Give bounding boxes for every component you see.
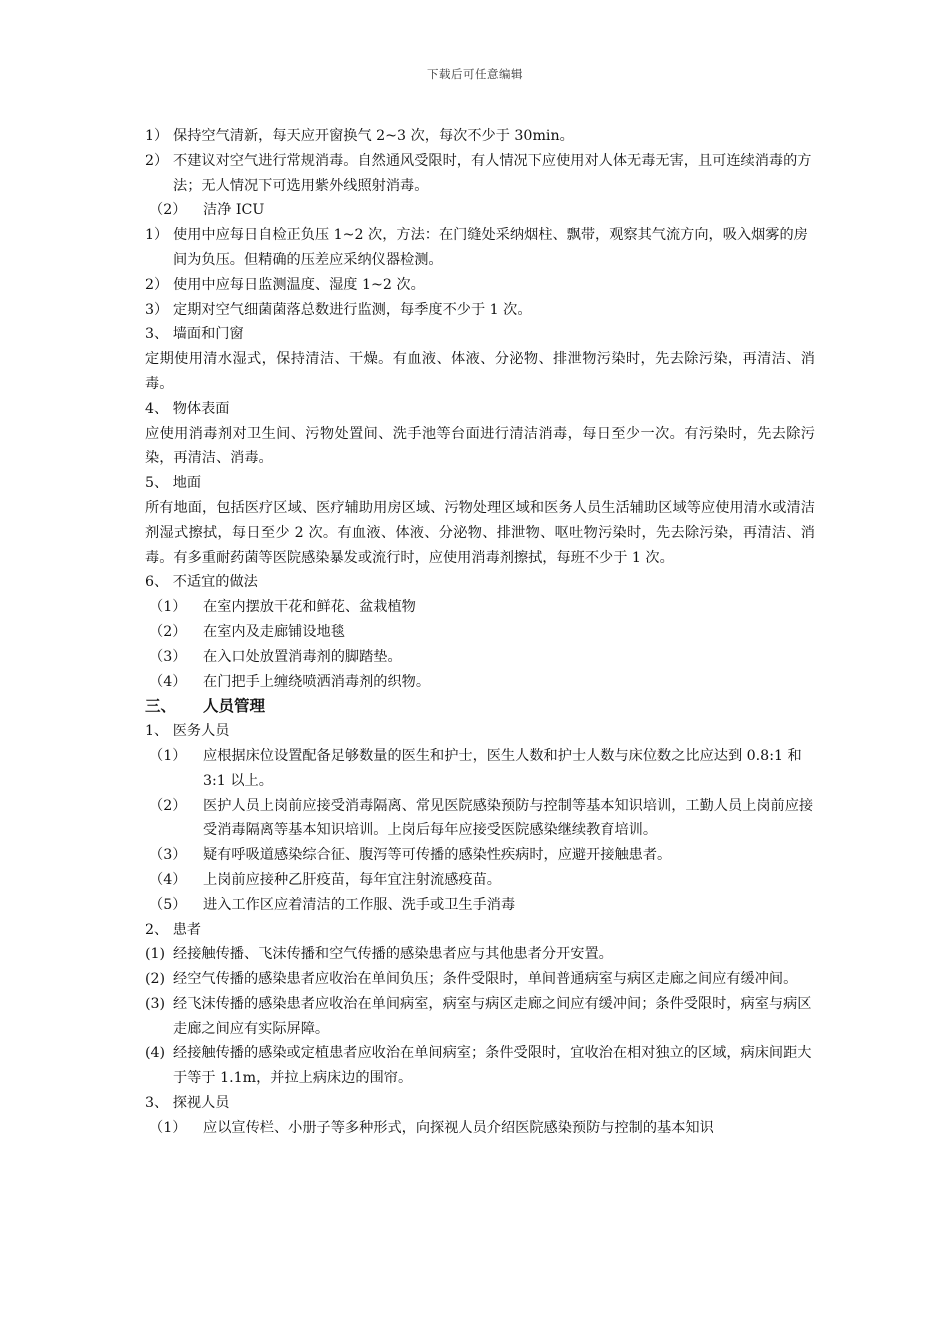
item-text: 经飞沫传播的感染患者应收治在单间病室，病室与病区走廊之间应有缓冲间；条件受限时，病室与病区走廊之间应有实际屏障。 bbox=[173, 995, 812, 1037]
page-header: 下载后可任意编辑 bbox=[427, 67, 523, 81]
item-text: 上岗前应接种乙肝疫苗，每年宜注射流感疫苗。 bbox=[203, 871, 501, 888]
list-item bbox=[145, 298, 815, 323]
item-number: (2) bbox=[145, 971, 166, 988]
item-number: 2） bbox=[145, 276, 169, 293]
item-text: 医护人员上岗前应接受消毒隔离、常见医院感染预防与控制等基本知识培训，工勤人员上岗前应接受消毒隔离等基本知识培训。上岗后每年应接受医院感染继续教育培训。 bbox=[203, 797, 814, 839]
subsection-heading: 6、 不适宜的做法 bbox=[145, 574, 258, 591]
list-item bbox=[145, 198, 815, 223]
item-text: 在室内摆放干花和鲜花、盆栽植物 bbox=[203, 599, 416, 616]
list-item bbox=[145, 149, 815, 199]
item-text: 在室内及走廊铺设地毯 bbox=[203, 623, 345, 640]
item-number: （3） bbox=[149, 648, 187, 665]
item-number: (4) bbox=[145, 1045, 166, 1062]
item-text: 在入口处放置消毒剂的脚踏垫。 bbox=[203, 648, 402, 665]
subsection-heading: 3、 墙面和门窗 bbox=[145, 326, 244, 343]
list-item bbox=[145, 744, 815, 794]
item-number: （4） bbox=[149, 871, 187, 888]
item-number: （1） bbox=[149, 747, 187, 764]
list-item bbox=[145, 645, 815, 670]
item-number: （2） bbox=[149, 623, 187, 640]
list-item bbox=[145, 992, 815, 1042]
list-item bbox=[145, 967, 815, 992]
item-text: 经空气传播的感染患者应收治在单间负压；条件受限时，单间普通病室与病区走廊之间应有缓冲间。 bbox=[173, 971, 798, 988]
item-text: 不建议对空气进行常规消毒。自然通风受限时，有人情况下应使用对人体无毒无害，且可连续消毒的方法；无人情况下可选用紫外线照射消毒。 bbox=[173, 152, 812, 194]
list-item bbox=[145, 273, 815, 298]
item-number: (1) bbox=[145, 946, 166, 963]
item-text: 洁净 ICU bbox=[203, 202, 265, 219]
list-item bbox=[145, 794, 815, 844]
item-text: 保持空气清新，每天应开窗换气 2~3 次，每次不少于 30min。 bbox=[173, 128, 574, 144]
item-number: 3） bbox=[145, 301, 169, 318]
document-body bbox=[145, 124, 815, 1141]
item-text: 进入工作区应着清洁的工作服、洗手或卫生手消毒 bbox=[203, 896, 516, 913]
item-number: （2） bbox=[149, 797, 187, 814]
item-number: （2） bbox=[149, 202, 187, 219]
list-item bbox=[145, 1116, 815, 1141]
item-text: 在门把手上缠绕喷洒消毒剂的织物。 bbox=[203, 673, 431, 690]
list-item bbox=[145, 942, 815, 967]
list-item bbox=[145, 620, 815, 645]
section-title: 人员管理 bbox=[203, 697, 266, 716]
list-item bbox=[145, 124, 815, 149]
list-item bbox=[145, 223, 815, 273]
list-item bbox=[145, 868, 815, 893]
item-text: 经接触传播、飞沫传播和空气传播的感染患者应与其他患者分开安置。 bbox=[173, 946, 613, 963]
item-text: 应根据床位设置配备足够数量的医生和护士，医生人数和护士人数与床位数之比应达到 0.8:1 和 3:1 以上。 bbox=[203, 747, 802, 789]
subsection-heading: 5、 地面 bbox=[145, 475, 202, 492]
subsection-heading: 3、 探视人员 bbox=[145, 1095, 230, 1112]
list-item bbox=[145, 893, 815, 918]
item-text: 使用中应每日自检正负压 1~2 次，方法：在门缝处采纳烟柱、飘带，观察其气流方向，吸入烟雾的房间为负压。但精确的压差应采纳仪器检测。 bbox=[173, 227, 808, 268]
item-number: 2） bbox=[145, 152, 169, 169]
item-text: 经接触传播的感染或定植患者应收治在单间病室；条件受限时，宜收治在相对独立的区域，病床间距大于等于 1.1m，并拉上病床边的围帘。 bbox=[173, 1045, 812, 1087]
paragraph: 所有地面，包括医疗区域、医疗辅助用房区域、污物处理区域和医务人员生活辅助区域等应使用清水或清洁剂湿式擦拭，每日至少 2 次。有血液、体液、分泌物、排泄物、呕吐物污染时，先去除污染，再清洁、消毒。有多重耐药菌等医院感染暴发或流行时，应使用消毒剂擦拭，每班不少于 1 次。 bbox=[145, 499, 815, 566]
item-text: 使用中应每日监测温度、湿度 1~2 次。 bbox=[173, 276, 425, 293]
item-text: 应以宣传栏、小册子等多种形式，向探视人员介绍医院感染预防与控制的基本知识 bbox=[203, 1119, 714, 1136]
paragraph: 应使用消毒剂对卫生间、污物处置间、洗手池等台面进行清洁消毒，每日至少一次。有污染时，先去除污染，再清洁、消毒。 bbox=[145, 425, 815, 467]
item-number: （1） bbox=[149, 599, 187, 616]
item-text: 定期对空气细菌菌落总数进行监测，每季度不少于 1 次。 bbox=[173, 301, 532, 318]
item-number: （5） bbox=[149, 896, 187, 913]
item-number: （3） bbox=[149, 847, 187, 864]
item-number: 1） bbox=[145, 128, 169, 144]
item-number: 1） bbox=[145, 227, 169, 244]
paragraph: 定期使用清水湿式，保持清洁、干燥。有血液、体液、分泌物、排泄物污染时，先去除污染，再清洁、消毒。 bbox=[145, 351, 815, 392]
subsection-heading: 4、 物体表面 bbox=[145, 400, 230, 417]
list-item bbox=[145, 595, 815, 620]
list-item bbox=[145, 1041, 815, 1091]
section-heading bbox=[145, 694, 815, 719]
item-number: （4） bbox=[149, 673, 187, 690]
item-number: (3) bbox=[145, 995, 166, 1012]
subsection-heading: 2、 患者 bbox=[145, 921, 202, 938]
item-number: （1） bbox=[149, 1119, 187, 1136]
subsection-heading: 1、 医务人员 bbox=[145, 723, 230, 740]
list-item bbox=[145, 670, 815, 695]
item-text: 疑有呼吸道感染综合征、腹泻等可传播的感染性疾病时，应避开接触患者。 bbox=[203, 847, 672, 864]
section-number: 三、 bbox=[145, 697, 177, 716]
list-item bbox=[145, 843, 815, 868]
